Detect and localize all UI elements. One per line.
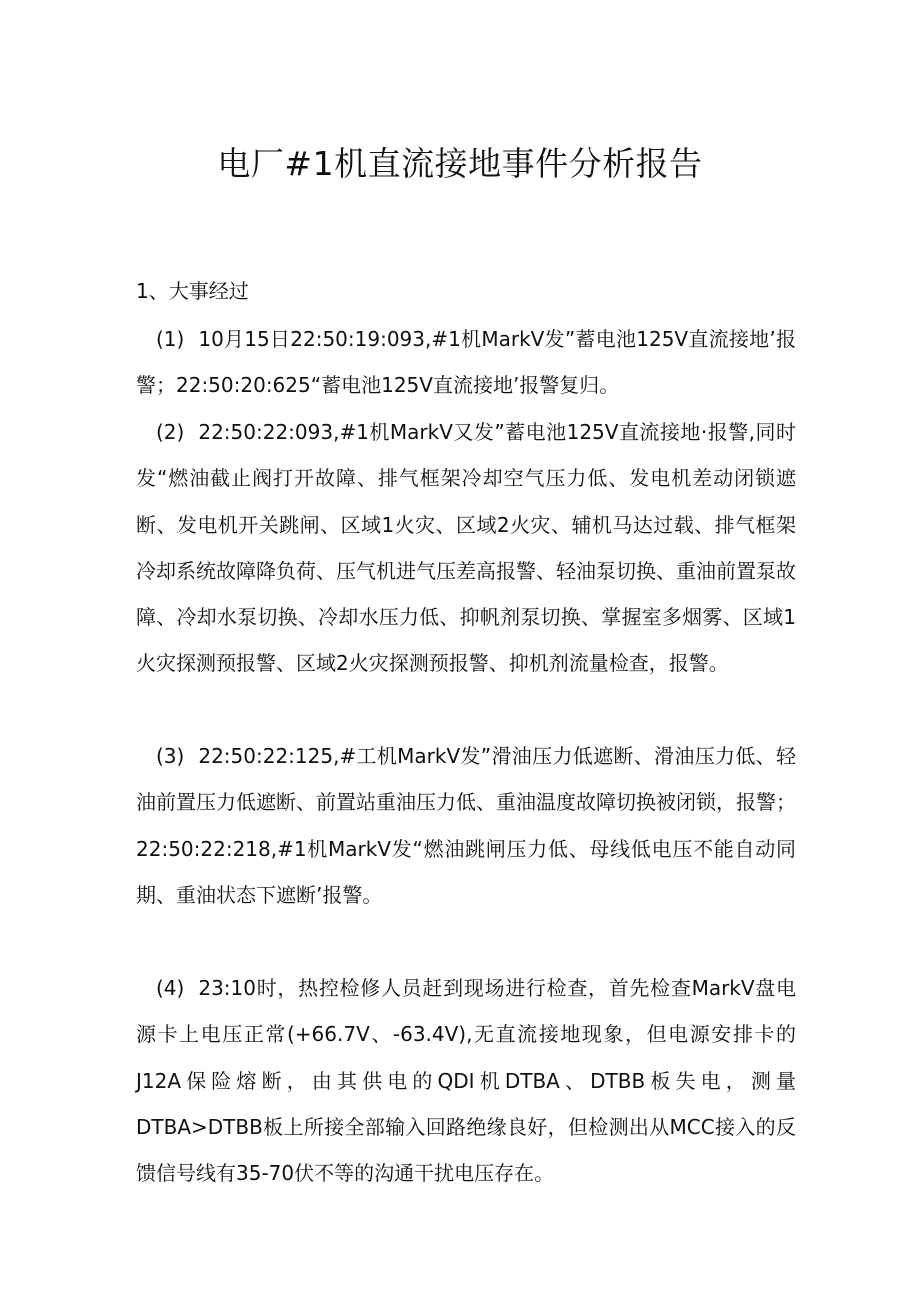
paragraph-number: (1) <box>156 327 185 351</box>
paragraph-1 <box>136 316 796 409</box>
paragraph-2 <box>136 409 796 687</box>
section-heading: 1、大事经过 <box>136 279 249 303</box>
paragraph-text: 22:50:22:093,#1机MarkV又发”蓄电池125V直流接地·报警,同时发“燃油截止阀打开故障、排气框架冷却空气压力低、发电机差动闭锁遮断、发电机开关跳闸、区域1火灾、区域2火灾、辅机马达过载、排气框架冷却系统故障降负荷、压气机进气压差高报警、轻油泵切换、重油前置泵故障、冷却水泵切换、冷却水压力低、抑帆剂泵切换、掌握室多烟雾、区域1火灾探测预报警、区域2火灾探测预报警、抑机剂流量检查，报警。 <box>136 420 796 676</box>
paragraph-number: (3) <box>156 744 185 768</box>
paragraph-text: 23:10时，热控检修人员赶到现场进行检查，首先检查MarkV盘电源卡上电压正常(+66.7V、-63.4V),无直流接地现象，但电源安排卡的J12A保险熔断，由其供电的QDI机DTBA、DTBB板失电，测量DTBA>DTBB板上所接全部输入回路绝缘良好，但检测出从MCC接入的反馈信号线有35-70伏不等的沟通干扰电压存在。 <box>136 976 796 1186</box>
paragraph-4 <box>136 965 796 1196</box>
document-title: 电厂#1机直流接地事件分析报告 <box>217 144 703 183</box>
paragraph-number: (4) <box>156 976 185 1000</box>
paragraph-text: 22:50:22:125,#工机MarkV发”滑油压力低遮断、滑油压力低、轻油前置压力低遮断、前置站重油压力低、重油温度故障切换被闭锁，报警；22:50:22:218,#1机MarkV发“燃油跳闸压力低、母线低电压不能自动同期、重油状态下遮断’报警。 <box>136 744 796 907</box>
paragraph-3 <box>136 733 796 918</box>
paragraph-number: (2) <box>156 420 185 444</box>
paragraph-text: 10月15日22:50:19:093,#1机MarkV发”蓄电池125V直流接地’报警；22:50:20:625“蓄电池125V直流接地’报警复归。 <box>136 327 796 398</box>
